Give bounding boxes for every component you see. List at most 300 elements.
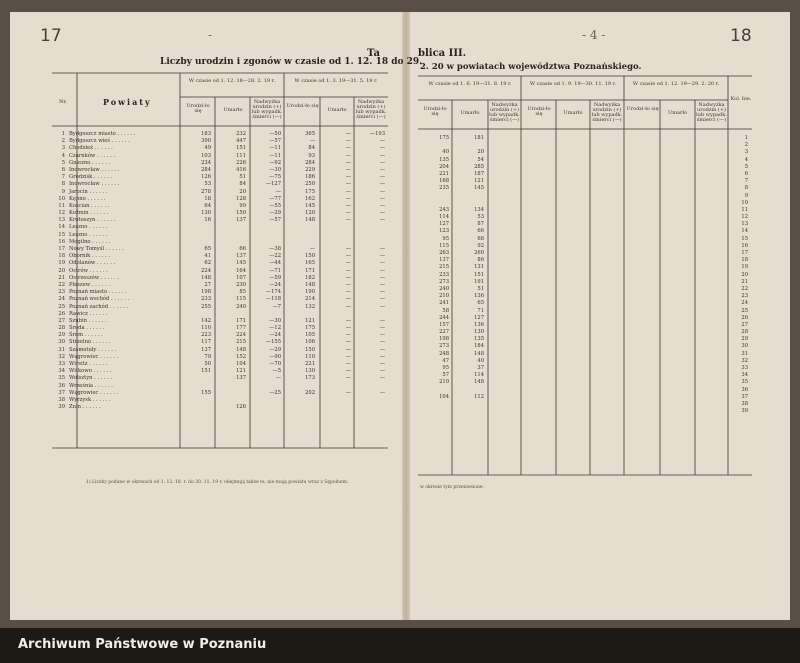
powiaty-column-header: Powiaty — [103, 97, 152, 107]
table-cell: —12 — [269, 325, 281, 332]
district-name: Strzelno . . . . . . — [69, 339, 111, 346]
table-cell: — — [345, 174, 351, 181]
table-cell: — — [379, 145, 385, 152]
table-cell: 226 — [236, 159, 246, 166]
table-cell: 165 — [305, 260, 315, 267]
table-cell: 278 — [201, 188, 211, 195]
table-cell — [321, 311, 351, 318]
kol-number: 38 — [741, 400, 748, 407]
subheader-deaths: Umarło — [460, 110, 480, 116]
table-cell — [216, 397, 246, 404]
district-name: Koźmin . . . . . . — [69, 210, 109, 217]
table-cell: — — [379, 210, 385, 217]
table-cell: —55 — [269, 202, 281, 209]
table-cell: 233 — [439, 271, 449, 278]
table-cell: 95 — [442, 235, 449, 242]
table-cell: — — [345, 145, 351, 152]
table-cell — [355, 232, 385, 239]
row-number: 38 — [58, 396, 65, 403]
subheader-births: Urodzi-ło się — [527, 106, 551, 117]
table-cell: — — [345, 325, 351, 332]
table-cell: 150 — [305, 253, 315, 260]
table-cell: — — [345, 303, 351, 310]
kol-number: 32 — [741, 357, 748, 364]
table-cell: — — [309, 246, 315, 252]
table-cell: 114 — [439, 214, 449, 221]
table-cell: 150 — [236, 210, 246, 217]
table-cell: —30 — [269, 166, 281, 173]
table-cell: 175 — [439, 135, 449, 141]
table-cell: —118 — [265, 296, 281, 303]
table-cell — [355, 383, 385, 390]
row-number: 2 — [61, 138, 65, 145]
table-cell: 53 — [204, 181, 211, 188]
table-row — [55, 189, 179, 196]
right-page-number: 18 — [730, 26, 752, 46]
district-name: Chodzież . . . . . . — [69, 145, 113, 152]
row-number: 4 — [61, 152, 65, 159]
table-row — [55, 296, 179, 303]
table-cell: —22 — [269, 253, 281, 260]
table-cell: 121 — [236, 368, 246, 375]
table-cell: 41 — [204, 253, 211, 260]
table-row — [55, 361, 179, 368]
table-cell: 157 — [439, 321, 449, 328]
table-row — [55, 167, 179, 174]
row-number: 16 — [58, 238, 65, 245]
archive-name: Archiwum Państwowe w Poznaniu — [18, 637, 267, 652]
left-column-2 — [216, 131, 246, 411]
table-cell: 126 — [236, 404, 246, 411]
table-cell — [216, 311, 246, 318]
subheader-deaths: Umarło — [563, 110, 583, 116]
table-cell: 151 — [474, 271, 484, 278]
row-number: 33 — [58, 361, 65, 367]
table-cell: 145 — [236, 260, 246, 267]
district-name: Wolsztyn . . . . . . — [69, 375, 113, 382]
left-column-1 — [181, 131, 211, 397]
kol-number: 27 — [741, 321, 748, 328]
table-cell: 273 — [439, 278, 449, 285]
kol-number: 14 — [741, 228, 748, 235]
table-cell: 64 — [204, 202, 211, 209]
table-cell: — — [379, 368, 385, 375]
kol-number: 29 — [741, 336, 748, 343]
table-cell: — — [309, 138, 315, 145]
table-cell: —70 — [269, 361, 281, 367]
table-cell: — — [379, 375, 385, 382]
table-row — [55, 153, 179, 160]
district-name: Pleszew . . . . . . — [69, 281, 110, 288]
district-name: Szubin . . . . . . — [69, 317, 107, 324]
row-number: 37 — [58, 389, 65, 396]
table-row — [55, 224, 179, 231]
table-cell: 117 — [201, 339, 211, 346]
table-cell: 390 — [201, 138, 211, 145]
table-row — [55, 210, 179, 217]
table-cell: —11 — [269, 145, 281, 152]
table-cell: — — [345, 281, 351, 288]
table-cell: 107 — [236, 274, 246, 281]
table-cell: — — [345, 181, 351, 188]
table-cell: — — [345, 353, 351, 360]
table-cell: 230 — [236, 281, 246, 288]
table-cell: 148 — [305, 281, 315, 288]
table-cell: 128 — [236, 195, 246, 202]
table-cell: —24 — [269, 332, 281, 339]
table-cell: 127 — [439, 221, 449, 228]
table-cell: — — [345, 332, 351, 339]
table-cell: 105 — [305, 332, 315, 339]
table-cell: — — [379, 389, 385, 396]
table-cell — [216, 390, 246, 397]
table-cell: 221 — [305, 361, 315, 367]
table-cell: 87 — [477, 221, 484, 228]
period-header-1: W czasie od 1. 12. 18—28. 2. 19 r. — [188, 78, 276, 84]
row-number: 35 — [58, 375, 65, 382]
district-name: Inowrocław . . . . . . — [69, 181, 120, 188]
table-cell: — — [379, 246, 385, 252]
kol-number: 11 — [741, 206, 748, 213]
district-name: Kościan . . . . . . — [69, 202, 110, 209]
table-cell: 93 — [308, 152, 315, 159]
table-cell — [454, 193, 484, 200]
row-number: 31 — [58, 346, 65, 353]
footnote-right: w okresie tym przeniesione. — [420, 485, 484, 490]
table-cell: 57 — [442, 372, 449, 379]
row-number: 30 — [58, 339, 65, 346]
table-row — [55, 232, 179, 239]
subheader-births: Urodzi-ło się — [626, 106, 659, 112]
table-cell: 65 — [204, 246, 211, 252]
table-cell: 416 — [236, 166, 246, 173]
table-cell: 232 — [236, 131, 246, 137]
table-cell — [285, 311, 315, 318]
table-cell: 99 — [239, 202, 246, 209]
district-name: Znin . . . . . . — [69, 404, 101, 411]
table-cell: 130 — [305, 368, 315, 375]
table-row — [55, 275, 179, 282]
table-cell: 137 — [236, 217, 246, 224]
table-cell — [216, 232, 246, 239]
table-cell: —92 — [269, 159, 281, 166]
table-cell: — — [379, 361, 385, 367]
table-cell: 62 — [204, 260, 211, 267]
table-cell — [251, 232, 281, 239]
subheader-deaths: Umarło — [668, 110, 687, 116]
table-cell: 103 — [201, 152, 211, 159]
table-cell — [181, 232, 211, 239]
table-cell: —11 — [269, 152, 281, 159]
table-cell — [321, 232, 351, 239]
table-cell: 110 — [201, 325, 211, 332]
table-cell: 223 — [201, 332, 211, 339]
table-cell: — — [379, 281, 385, 288]
subheader-surplus: Nadwyżka urodzin (+) lub wypadk. śmierci (—) — [251, 99, 283, 120]
table-cell: — — [379, 174, 385, 181]
kol-column-header: Kol. bie. — [730, 96, 752, 102]
district-name: Szamotuły . . . . . . — [69, 346, 117, 353]
table-cell: 37 — [477, 365, 484, 371]
table-cell: —50 — [269, 131, 281, 137]
row-number: 13 — [58, 217, 65, 224]
table-cell: — — [345, 188, 351, 195]
table-cell: 111 — [236, 152, 246, 159]
table-cell: —59 — [269, 274, 281, 281]
table-cell: 233 — [201, 296, 211, 303]
table-cell: 135 — [474, 336, 484, 343]
row-number: 24 — [58, 296, 65, 303]
table-cell: — — [379, 303, 385, 310]
table-cell: 120 — [305, 210, 315, 217]
row-number: 28 — [58, 325, 65, 332]
table-cell — [181, 239, 211, 246]
table-cell: — — [345, 339, 351, 346]
right-column-2 — [454, 135, 484, 401]
district-name: Inowrocław . . . . . . — [69, 166, 120, 173]
kol-number: 23 — [741, 293, 748, 300]
table-cell: — — [345, 368, 351, 375]
table-cell: —29 — [269, 346, 281, 353]
row-number: 27 — [58, 317, 65, 324]
table-title-right: 2. 20 w powiatach województwa Poznańskiego. — [420, 62, 642, 72]
table-cell: — — [379, 267, 385, 274]
table-row — [55, 311, 179, 318]
subheader-surplus: Nadwyżka urodzin (+) lub wypadk. śmierci (—) — [355, 99, 387, 120]
kol-number: 28 — [741, 329, 748, 336]
table-cell: —5 — [272, 368, 281, 375]
table-cell: 135 — [439, 156, 449, 163]
kol-number: 4 — [744, 156, 748, 163]
kol-number: 26 — [741, 314, 748, 321]
table-cell — [285, 224, 315, 231]
period-header-2: W czasie od 1. 3. 19—31. 5. 19 r. — [294, 78, 378, 84]
kol-number: 5 — [744, 163, 748, 170]
left-page-marker: - — [208, 28, 213, 42]
kol-number: 9 — [744, 192, 748, 199]
kol-number: 1 — [744, 135, 748, 141]
kol-number: 19 — [741, 264, 748, 271]
kol-number: 18 — [741, 257, 748, 264]
kol-number: 17 — [741, 250, 748, 256]
table-cell: — — [379, 188, 385, 195]
table-title-left-tail: Ta — [367, 48, 380, 59]
table-cell: 115 — [439, 242, 449, 249]
subheader-births: Urodzi-ło się — [423, 106, 447, 117]
district-name: Poznań zachód . . . . . . — [69, 303, 128, 310]
table-cell: 187 — [474, 170, 484, 177]
table-cell: 182 — [305, 274, 315, 281]
table-cell: — — [379, 346, 385, 353]
subheader-surplus: Nadwyżka urodzin (+) lub wypadk. śmierci (—) — [591, 102, 623, 123]
table-cell — [216, 383, 246, 390]
table-cell: 145 — [474, 185, 484, 192]
table-cell: 210 — [439, 379, 449, 386]
table-cell: 142 — [201, 317, 211, 324]
table-cell: 186 — [305, 174, 315, 181]
table-cell: —75 — [269, 174, 281, 181]
table-cell: —57 — [269, 217, 281, 224]
table-cell: 164 — [236, 267, 246, 274]
table-cell: 137 — [236, 253, 246, 260]
district-name: Obornik . . . . . . — [69, 253, 111, 260]
table-cell: 95 — [442, 365, 449, 371]
row-number: 21 — [58, 274, 65, 281]
table-cell: — — [379, 289, 385, 296]
table-cell: — — [379, 339, 385, 346]
table-row — [55, 318, 179, 325]
table-cell — [251, 311, 281, 318]
table-cell: 65 — [477, 300, 484, 307]
table-cell: —44 — [269, 260, 281, 267]
table-cell: — — [379, 253, 385, 260]
table-cell: 66 — [239, 246, 246, 252]
table-cell: 54 — [477, 156, 484, 163]
table-cell: 177 — [236, 325, 246, 332]
table-title-left: Liczby urodzin i zgonów w czasie od 1. 12. 18 do 29. — [160, 57, 423, 67]
table-cell: — — [345, 217, 351, 224]
kol-number: 35 — [741, 379, 748, 386]
left-column-3 — [251, 131, 281, 397]
table-cell: — — [345, 296, 351, 303]
table-cell: 255 — [201, 303, 211, 310]
table-cell — [285, 383, 315, 390]
district-name: Leszno . . . . . . — [69, 231, 108, 238]
table-cell: 104 — [236, 361, 246, 367]
table-cell — [181, 311, 211, 318]
row-number: 39 — [58, 404, 65, 411]
table-cell: —30 — [269, 317, 281, 324]
table-cell: — — [379, 217, 385, 224]
table-cell: 20 — [239, 188, 246, 195]
table-cell: — — [345, 166, 351, 173]
table-row — [55, 390, 179, 397]
table-cell — [285, 232, 315, 239]
table-cell — [251, 383, 281, 390]
table-row — [55, 375, 179, 382]
kol-number: 25 — [741, 307, 748, 314]
table-cell — [321, 383, 351, 390]
left-column-6 — [355, 131, 385, 397]
table-cell: 215 — [439, 264, 449, 271]
table-cell: — — [379, 202, 385, 209]
table-cell — [454, 200, 484, 207]
table-cell — [355, 224, 385, 231]
table-cell — [285, 239, 315, 246]
left-page-number: 17 — [40, 26, 62, 46]
table-cell — [251, 239, 281, 246]
table-cell: 86 — [477, 257, 484, 264]
table-cell: — — [345, 202, 351, 209]
district-name: Ostrów . . . . . . — [69, 267, 108, 274]
archive-banner — [0, 628, 800, 663]
kol-number: 7 — [744, 178, 748, 185]
table-cell: — — [345, 246, 351, 252]
table-cell: 136 — [474, 293, 484, 300]
kol-number: 39 — [741, 408, 748, 415]
kol-number: 16 — [741, 242, 748, 249]
district-name: Gniezno . . . . . . — [69, 159, 111, 166]
table-cell — [419, 387, 449, 394]
table-row — [55, 397, 179, 404]
kol-number: 20 — [741, 271, 748, 278]
table-cell: 92 — [477, 242, 484, 249]
district-name: Środa . . . . . . — [69, 325, 105, 332]
table-cell: 132 — [305, 303, 315, 310]
kol-number: 36 — [741, 386, 748, 393]
table-row — [55, 217, 179, 224]
table-cell: 244 — [439, 314, 449, 321]
district-name: Bydgoszcz miasto . . . . . . — [69, 131, 136, 137]
table-cell: 18 — [204, 195, 211, 202]
table-row — [55, 354, 179, 361]
table-cell: 51 — [477, 285, 484, 292]
table-cell: — — [379, 317, 385, 324]
table-cell: — — [379, 332, 385, 339]
table-row — [55, 404, 179, 411]
table-cell: 184 — [474, 343, 484, 350]
table-cell: 173 — [305, 375, 315, 382]
district-name: Wągrowiec . . . . . . — [69, 353, 119, 360]
table-cell: 114 — [474, 372, 484, 379]
row-number: 25 — [58, 303, 65, 310]
kol-number: 21 — [741, 278, 748, 285]
table-cell: 198 — [439, 336, 449, 343]
table-cell: 234 — [201, 159, 211, 166]
table-cell: 148 — [474, 379, 484, 386]
kol-number: 13 — [741, 221, 748, 228]
table-row — [55, 196, 179, 203]
subheader-births: Urodzi-ło się — [286, 103, 319, 109]
row-number: 6 — [61, 166, 65, 173]
table-cell: — — [345, 375, 351, 382]
table-cell: 47 — [442, 357, 449, 364]
table-cell: —71 — [269, 267, 281, 274]
table-cell: 227 — [439, 329, 449, 336]
table-row — [55, 368, 179, 375]
row-number: 20 — [58, 267, 65, 274]
table-cell: 198 — [201, 289, 211, 296]
district-name: Czarnków . . . . . . — [69, 152, 116, 159]
district-name: Leszno . . . . . . — [69, 224, 108, 231]
table-cell: 151 — [201, 368, 211, 375]
table-cell: — — [379, 260, 385, 267]
kol-number: 3 — [744, 149, 748, 156]
table-cell: — — [379, 274, 385, 281]
table-cell: 148 — [201, 274, 211, 281]
table-cell: 134 — [474, 206, 484, 213]
table-cell: 240 — [236, 303, 246, 310]
district-name: Wyrzysk . . . . . . — [69, 396, 111, 403]
table-cell: 104 — [439, 393, 449, 400]
table-cell: 85 — [239, 289, 246, 296]
table-cell: 121 — [474, 178, 484, 185]
table-cell: 148 — [236, 346, 246, 353]
table-cell: 168 — [439, 178, 449, 185]
table-cell: 181 — [474, 135, 484, 141]
table-cell: —25 — [269, 389, 281, 396]
table-row — [55, 138, 179, 145]
table-cell: 284 — [201, 166, 211, 173]
row-number: 15 — [58, 231, 65, 238]
row-number: 10 — [58, 195, 65, 202]
table-cell: 248 — [439, 350, 449, 357]
table-cell: 285 — [474, 163, 484, 170]
table-cell: — — [345, 253, 351, 260]
table-cell: 243 — [439, 206, 449, 213]
row-number: 3 — [61, 145, 65, 152]
period-header-5: W czasie od 1. 12. 19—29. 2. 20 r. — [632, 81, 720, 87]
